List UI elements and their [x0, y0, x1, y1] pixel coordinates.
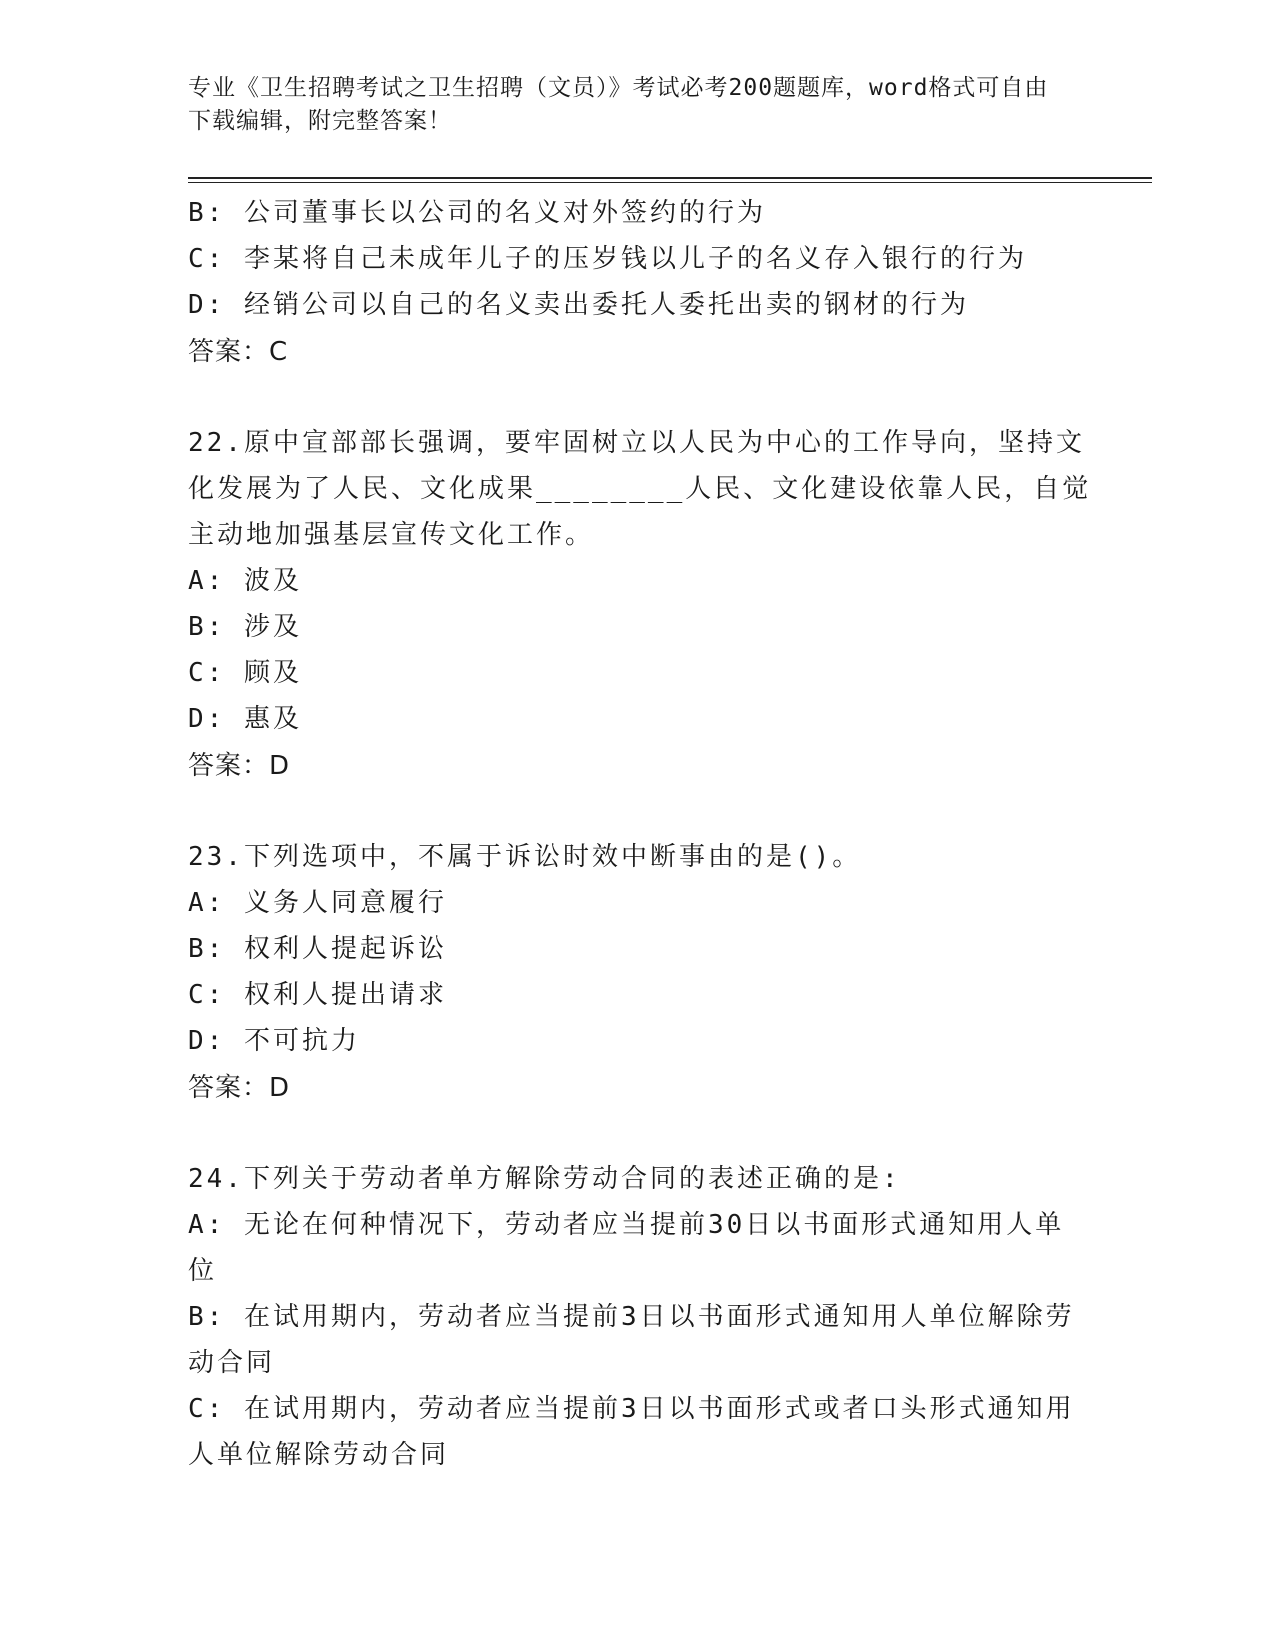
question-stem-line: 主动地加强基层宣传文化工作。: [188, 520, 595, 550]
question-22: [188, 420, 1092, 790]
option-b-line: B: 在试用期内，劳动者应当提前3日以书面形式通知用人单位解除劳: [188, 1302, 1075, 1332]
question-stem-line: 22.原中宣部部长强调，要牢固树立以人民为中心的工作导向，坚持文: [188, 428, 1085, 458]
option-b: B: 公司董事长以公司的名义对外签约的行为: [188, 198, 766, 228]
question-stem-line: 23.下列选项中，不属于诉讼时效中断事由的是()。: [188, 842, 862, 872]
question-content: [188, 190, 1092, 1478]
option-c: C: 顾及: [188, 658, 302, 688]
answer-line: 答案：C: [188, 337, 289, 367]
option-d: D: 不可抗力: [188, 1026, 360, 1056]
answer-line: 答案：D: [188, 1073, 291, 1103]
question-stem-line: 化发展为了人民、文化成果________人民、文化建设依靠人民，自觉: [188, 474, 1092, 504]
question-stem-line: 24.下列关于劳动者单方解除劳动合同的表述正确的是:: [188, 1164, 901, 1194]
spacer: [188, 790, 1088, 834]
spacer: [188, 1112, 1088, 1156]
option-c-line: 人单位解除劳动合同: [188, 1440, 450, 1470]
option-c: C: 李某将自己未成年儿子的压岁钱以儿子的名义存入银行的行为: [188, 244, 1027, 274]
question-23: [188, 834, 1088, 1112]
document-header: 专业《卫生招聘考试之卫生招聘（文员）》考试必考200题题库，word格式可自由下载编辑，附完整答案！: [188, 75, 1049, 134]
option-b-line: 动合同: [188, 1348, 276, 1378]
option-d: D: 经销公司以自己的名义卖出委托人委托出卖的钢材的行为: [188, 290, 969, 320]
prev-question-block: [188, 190, 1088, 376]
option-c: C: 权利人提出请求: [188, 980, 447, 1010]
answer-line: 答案：D: [188, 751, 291, 781]
question-24: [188, 1156, 1088, 1478]
spacer: [188, 376, 1088, 420]
option-b: B: 涉及: [188, 612, 302, 642]
option-a: A: 波及: [188, 566, 302, 596]
option-a-line: 位: [188, 1256, 218, 1286]
option-d: D: 惠及: [188, 704, 302, 734]
header-rule-thick: [188, 177, 1152, 179]
option-b: B: 权利人提起诉讼: [188, 934, 447, 964]
header-rule-thin: [188, 182, 1152, 183]
option-a-line: A: 无论在何种情况下，劳动者应当提前30日以书面形式通知用人单: [188, 1210, 1065, 1240]
option-c-line: C: 在试用期内，劳动者应当提前3日以书面形式或者口头形式通知用: [188, 1394, 1075, 1424]
option-a: A: 义务人同意履行: [188, 888, 447, 918]
